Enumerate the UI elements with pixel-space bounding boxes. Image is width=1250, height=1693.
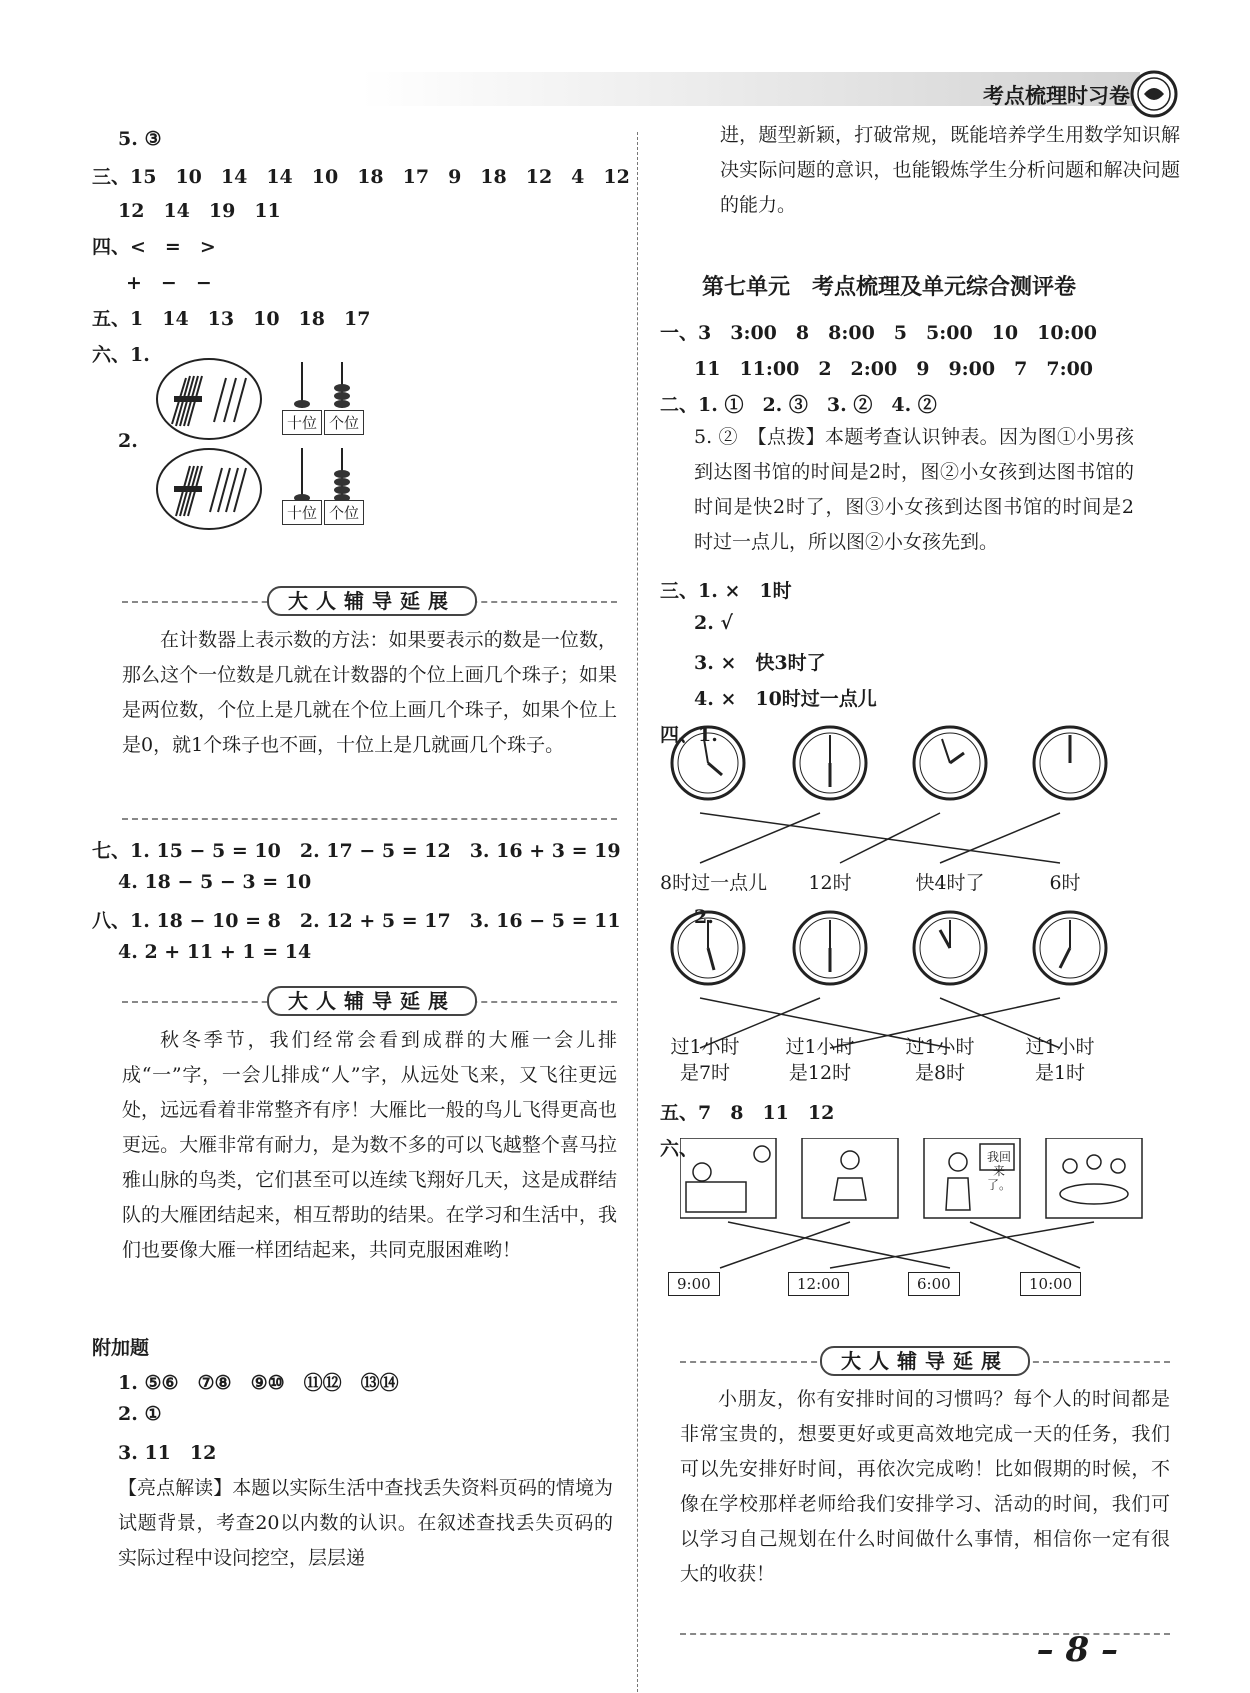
abacus-ones-label: 个位	[324, 410, 364, 435]
time-box: 9:00	[668, 1272, 720, 1296]
extension-paragraph: 在计数器上表示数的方法：如果要表示的数是一位数，那么这个一位数是几就在计数器的个位上画几个珠子；如果是两位数，个位上是几就在个位上画几个珠子，如果个位上是0，就1个珠子也不画，十位上是几就画几个珠子。	[122, 629, 617, 756]
clock-1	[672, 912, 744, 984]
scene-dinner	[1046, 1138, 1142, 1218]
clock-2	[794, 727, 866, 799]
answer-line: 四、1.	[660, 724, 718, 746]
clock-2	[794, 912, 866, 984]
answer-line: 4. 18 − 5 − 3 = 10	[118, 871, 312, 893]
scene-girl	[802, 1138, 898, 1218]
clock-label: 6时	[1049, 872, 1081, 894]
extension-paragraph: 秋冬季节，我们经常会看到成群的大雁一会儿排成“一”字，一会儿排成“人”字，从远处飞来，又飞往更远处，远远看着非常整齐有序！大雁比一般的鸟儿飞得更高也更远。大雁非常有耐力，是为数不多的可以飞越整个喜马拉雅山脉的鸟类，它们甚至可以连续飞翔好几天，这是成群结队的大雁团结起来，相互帮助的结果。在学习和生活中，我们也要像大雁一样团结起来，共同克服困难哟！	[122, 1029, 617, 1261]
clock-label: 快4时了	[915, 872, 985, 894]
clock-matching-figure-1	[660, 723, 1120, 873]
clock-label: 过1小时	[670, 1036, 740, 1058]
answer-line: 四、< = >	[92, 236, 216, 258]
answer-line: 2.	[118, 430, 138, 452]
answer-line: 七、1. 15 − 5 = 10 2. 17 − 5 = 12 3. 16 + 3 = 19	[92, 840, 621, 862]
answer-line: 3. 11 12	[118, 1442, 217, 1464]
clock-label: 过1小时	[1025, 1036, 1095, 1058]
abacus-figure	[282, 446, 362, 504]
answer-line: 3. × 快3时了	[694, 652, 826, 674]
answer-line: 11 11:00 2 2:00 9 9:00 7 7:00	[694, 358, 1094, 380]
answer-line: + − −	[126, 272, 212, 294]
answer-line: 三、1. × 1时	[660, 580, 792, 602]
answer-line: 12 14 19 11	[118, 200, 281, 222]
answer-line: 5. ③	[118, 128, 162, 150]
clock-label: 过1小时	[905, 1036, 975, 1058]
clock-label: 是1时	[1034, 1062, 1086, 1084]
hint-paragraph: 5. ② 【点拨】本题考查认识钟表。因为图①小男孩到达图书馆的时间是2时，图②小女孩到达图书馆的时间是快2时了，图③小女孩到达图书馆的时间是2时过一点儿，所以图②小女孩先到。	[694, 426, 1134, 553]
header-title: 考点梳理时习卷	[983, 84, 1130, 108]
answer-line: 4. 2 + 11 + 1 = 14	[118, 941, 312, 963]
clock-label: 8时过一点儿	[660, 872, 768, 894]
answer-line: 2. √	[694, 612, 733, 634]
extension-header	[122, 986, 617, 1016]
page-number: – 8 –	[1036, 1630, 1118, 1670]
picture-matching-figure	[680, 1138, 1150, 1288]
highlight-paragraph: 【亮点解读】本题以实际生活中查找丢失资料页码的情境为试题背景，考查20以内数的认识。在叙述查找丢失页码的实际过程中设问挖空，层层递	[118, 1477, 613, 1569]
answer-line: 八、1. 18 − 10 = 8 2. 12 + 5 = 17 3. 16 − 5 = 11	[92, 910, 621, 932]
clock-label: 12时	[808, 872, 852, 894]
answer-line: 2. ①	[118, 1403, 162, 1425]
clock-label: 是8时	[914, 1062, 966, 1084]
clock-label: 过1小时	[785, 1036, 855, 1058]
answer-line: 三、15 10 14 14 10 18 17 9 18 12 4 12	[92, 166, 630, 188]
answer-line: 五、7 8 11 12	[660, 1102, 835, 1124]
time-box: 12:00	[788, 1272, 849, 1296]
extension-header	[122, 586, 617, 616]
column-divider	[637, 132, 638, 1692]
extension-header	[680, 1346, 1170, 1376]
abacus-ones-label: 个位	[324, 500, 364, 525]
answer-line: 六、	[660, 1138, 699, 1160]
continued-paragraph: 进，题型新颖，打破常规，既能培养学生用数学知识解决实际问题的意识，也能锻炼学生分析问题和解决问题的能力。	[720, 124, 1180, 216]
extension-title: 大人辅导延展	[820, 1346, 1030, 1376]
clock-4	[1034, 912, 1106, 984]
clock-1	[672, 727, 744, 799]
answer-line: 六、1.	[92, 344, 150, 366]
extension-footer-rule	[122, 818, 617, 820]
clock-label: 是12时	[788, 1062, 852, 1084]
abacus-tens-label: 十位	[282, 500, 322, 525]
section-title: 第七单元 考点梳理及单元综合测评卷	[702, 275, 1077, 300]
extension-title: 大人辅导延展	[267, 986, 477, 1016]
abacus-tens-label: 十位	[282, 410, 322, 435]
clock-3	[914, 912, 986, 984]
publisher-logo	[1130, 70, 1178, 118]
clock-label: 是7时	[679, 1062, 731, 1084]
clock-4	[1034, 727, 1106, 799]
extension-paragraph: 小朋友，你有安排时间的习惯吗？每个人的时间都是非常宝贵的，想要更好或更高效地完成一天的任务，我们可以先安排好时间，再依次完成哟！比如假期的时候，不像在学校那样老师给我们安排学习、活动的时间，我们可以学习自己规划在什么时间做什么事情，相信你一定有很大的收获！	[680, 1388, 1170, 1585]
answer-line: 4. × 10时过一点儿	[694, 688, 877, 710]
time-box: 10:00	[1020, 1272, 1081, 1296]
answer-line: 1. ⑤⑥ ⑦⑧ ⑨⑩ ⑪⑫ ⑬⑭	[118, 1372, 399, 1394]
clock-3	[914, 727, 986, 799]
answer-line: 一、3 3:00 8 8:00 5 5:00 10 10:00	[660, 322, 1098, 344]
stick-bundle-figure	[154, 446, 264, 532]
scene-wake-up	[680, 1138, 776, 1218]
abacus-figure	[282, 360, 362, 410]
answer-line: 2.	[694, 906, 714, 928]
extension-title: 大人辅导延展	[267, 586, 477, 616]
answer-line: 五、1 14 13 10 18 17	[92, 308, 371, 330]
stick-bundle-figure	[154, 356, 264, 442]
time-box: 6:00	[908, 1272, 960, 1296]
speech-bubble-text: 我回来了。	[986, 1150, 1011, 1192]
bonus-heading: 附加题	[92, 1337, 150, 1359]
answer-line: 二、1. ① 2. ③ 3. ② 4. ②	[660, 394, 937, 416]
